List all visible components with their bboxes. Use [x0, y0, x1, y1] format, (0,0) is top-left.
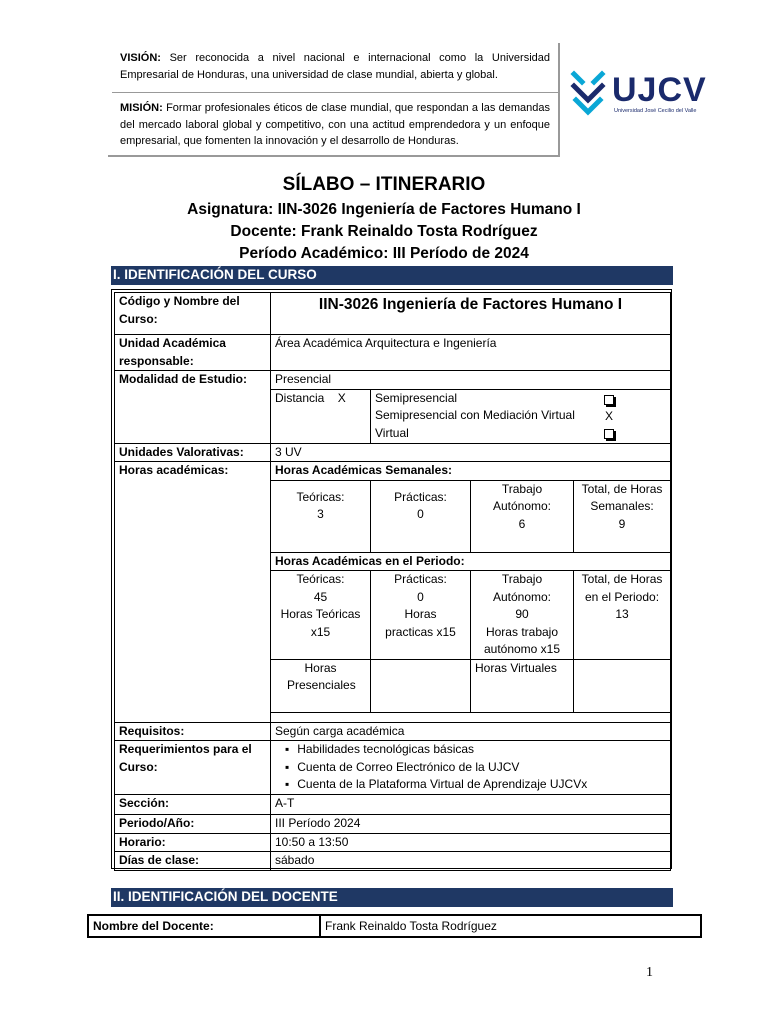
- period-label: Total, de Horas en el Periodo:: [581, 572, 663, 604]
- period-label: Trabajo Autónomo:: [492, 572, 552, 604]
- period-note: Horas trabajo autónomo x15: [483, 624, 561, 656]
- ujcv-emblem-icon: [568, 70, 608, 118]
- period-heading: Horas Académicas en el Periodo:: [271, 552, 671, 571]
- modality-semi: [375, 390, 610, 408]
- weekly-label: Prácticas:: [394, 489, 447, 504]
- modality-semi-text: Semipresencial: [375, 390, 458, 405]
- course-table: [114, 292, 671, 871]
- modality-virtual-text: Virtual: [375, 425, 409, 440]
- logo-text: UJCV: [612, 71, 707, 109]
- period-title: Período Académico: III Período de 2024: [239, 245, 529, 262]
- modality-options: [371, 389, 671, 443]
- spacer-cell: [271, 712, 671, 722]
- vision-label: VISIÓN:: [120, 52, 161, 64]
- presenciales-label: Horas Presenciales: [287, 660, 356, 692]
- mission-paragraph: [120, 100, 550, 150]
- list-item: ▪ Cuenta de la Plataforma Virtual de Aprendizaje UJCVx: [285, 776, 666, 794]
- uv-value: 3 UV: [271, 443, 671, 462]
- req-value: Según carga académica: [271, 722, 671, 741]
- weekly-cell: [271, 480, 371, 552]
- weekly-value: 6: [518, 516, 526, 531]
- modality-semi-virtual-text: Semipresencial con Mediación Virtual: [375, 408, 575, 422]
- weekly-value: 0: [417, 507, 424, 521]
- empty-cell: [574, 659, 671, 712]
- dias-value: sábado: [271, 852, 671, 871]
- unit-value: Área Académica Arquitectura e Ingeniería: [271, 335, 671, 371]
- period-label: Prácticas:: [394, 572, 447, 586]
- course-code-value: IIN-3026 Ingeniería de Factores Humano I: [271, 293, 671, 335]
- weekly-label: Trabajo Autónomo:: [492, 481, 552, 513]
- page-number: 1: [646, 965, 653, 980]
- periodo-label: Periodo/Año:: [115, 815, 271, 834]
- list-item: ▪ Habilidades tecnológicas básicas: [285, 741, 666, 759]
- page-title: SÍLABO – ITINERARIO: [282, 174, 486, 195]
- hours-label: Horas académicas:: [115, 462, 271, 723]
- vision-paragraph: [120, 50, 550, 83]
- virtuales-cell: Horas Virtuales: [471, 659, 574, 712]
- period-value: 45: [313, 589, 328, 604]
- modality-semi-virtual-mark: X: [605, 408, 614, 423]
- req-label: Requisitos:: [115, 722, 271, 741]
- period-cell: [471, 571, 574, 660]
- unit-label: Unidad Académica responsable:: [115, 335, 271, 371]
- header-divider: [112, 92, 558, 93]
- weekly-label: Teóricas:: [296, 489, 345, 504]
- weekly-cell: [371, 480, 471, 552]
- section-1-heading: I. IDENTIFICACIÓN DEL CURSO: [111, 266, 673, 285]
- mission-text: Formar profesionales éticos de clase mundial, que respondan a las demandas del mercado laboral global y competitivo, con una actitud emprendedora y un enfoque empresarial, que fomenten la innovación y el desarrollo de Honduras.: [120, 102, 550, 147]
- section-label: Sección:: [115, 795, 271, 815]
- weekly-heading: Horas Académicas Semanales:: [271, 462, 671, 481]
- weekly-cell: [471, 480, 574, 552]
- reqs-label: Requerimientos para el Curso:: [115, 741, 271, 795]
- period-cell: [371, 571, 471, 660]
- checkbox-icon: [604, 395, 614, 405]
- list-item: ▪ Cuenta de Correo Electrónico de la UJCV: [285, 759, 666, 777]
- horario-label: Horario:: [115, 833, 271, 852]
- period-cell: [271, 571, 371, 660]
- presenciales-cell: [271, 659, 371, 712]
- teacher-title: Docente: Frank Reinaldo Tosta Rodríguez: [230, 223, 538, 240]
- modality-presencial: Presencial: [271, 371, 671, 390]
- subject-title: Asignatura: IIN-3026 Ingeniería de Factores Humano I: [187, 201, 581, 218]
- period-value: 0: [417, 589, 424, 604]
- modality-distancia-text: Distancia X: [275, 390, 346, 405]
- period-note: Horas Teóricas x15: [280, 607, 361, 639]
- empty-cell: [371, 659, 471, 712]
- period-note: Horas practicas x15: [385, 607, 456, 639]
- ujcv-logo: [568, 70, 708, 120]
- uv-label: Unidades Valorativas:: [115, 443, 271, 462]
- teacher-name-label: Nombre del Docente:: [88, 915, 320, 937]
- period-label: Teóricas:: [296, 572, 345, 586]
- checkbox-icon: [604, 429, 614, 439]
- teacher-table: [87, 914, 702, 938]
- modality-virtual: [375, 425, 610, 443]
- modality-semi-virtual: [375, 407, 614, 425]
- section-value: A-T: [271, 795, 671, 815]
- vision-text: Ser reconocida a nivel nacional e internacional como la Universidad Empresarial de Honduras, una universidad de clase mundial, abierta y global.: [120, 52, 550, 81]
- modality-label: Modalidad de Estudio:: [115, 371, 271, 444]
- weekly-value: 9: [618, 516, 626, 531]
- reqs-list-cell: [271, 741, 671, 795]
- period-cell: [574, 571, 671, 660]
- period-value: 90: [515, 607, 529, 621]
- section-2-heading: II. IDENTIFICACIÓN DEL DOCENTE: [111, 888, 673, 907]
- course-code-label: Código y Nombre del Curso:: [115, 293, 271, 335]
- weekly-cell: [574, 480, 671, 552]
- weekly-value: 3: [317, 507, 324, 521]
- periodo-value: III Período 2024: [271, 815, 671, 834]
- logo-subtext: Universidad José Cecilio del Valle: [614, 108, 697, 114]
- teacher-name-value: Frank Reinaldo Tosta Rodríguez: [325, 919, 497, 933]
- modality-distancia: [271, 389, 371, 443]
- period-value: 13: [615, 607, 629, 621]
- dias-label: Días de clase:: [115, 852, 271, 871]
- horario-value: 10:50 a 13:50: [271, 833, 671, 852]
- weekly-label: Total, de Horas Semanales:: [581, 481, 663, 513]
- reqs-list: [275, 741, 666, 794]
- mission-label: MISIÓN:: [120, 102, 163, 114]
